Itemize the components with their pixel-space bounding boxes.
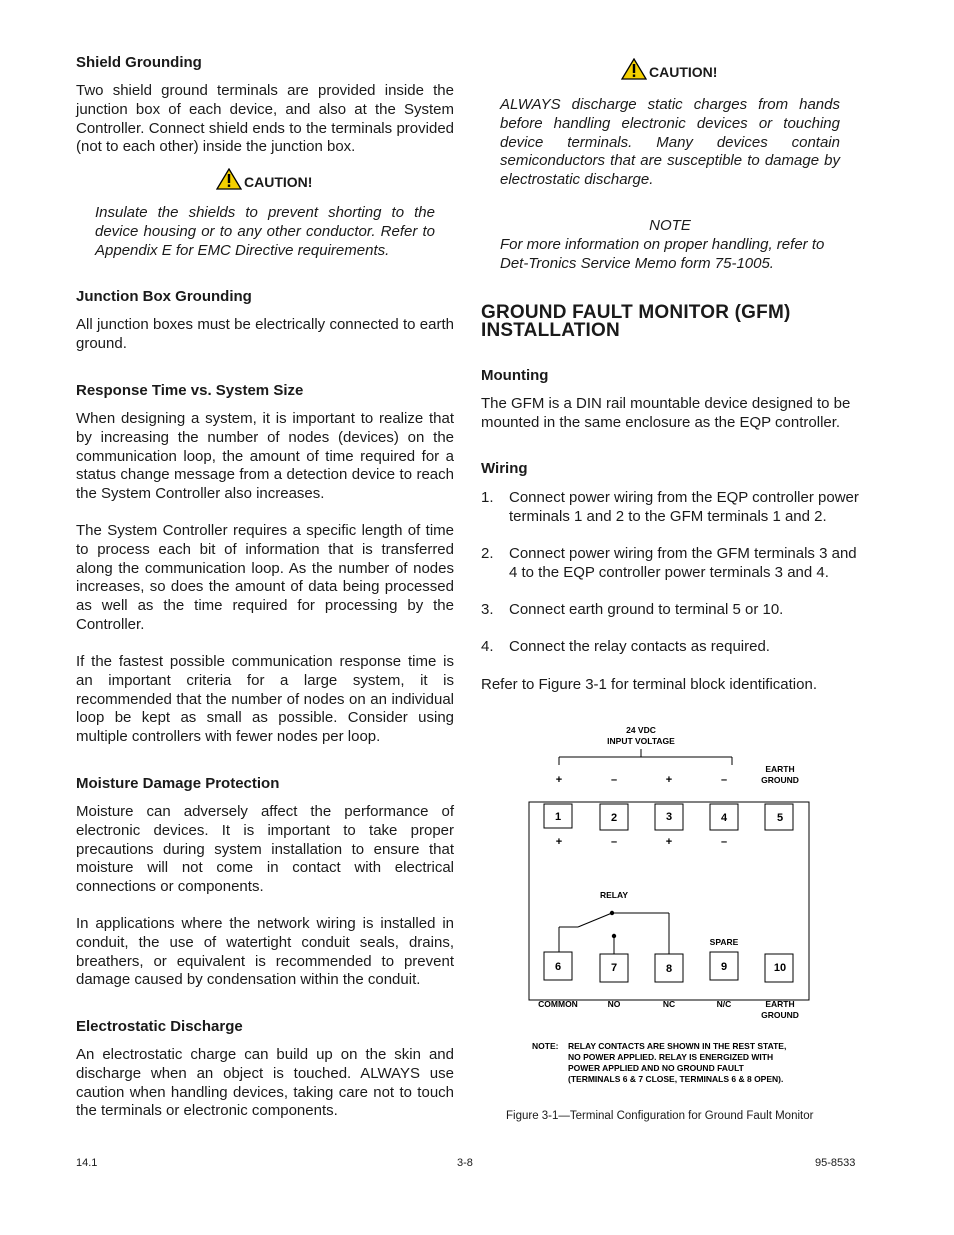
sign-minus: – — [720, 774, 728, 786]
terminal-number: 1 — [554, 811, 562, 823]
esd-heading: Electrostatic Discharge — [76, 1018, 243, 1035]
response-time-p2: The System Controller requires a specific length of time to process each bit of information that is transferred along the communication loop. As the number of nodes increases, so does the amount of data being processed as well as the time required for processing by the Controller. — [76, 522, 454, 633]
label-n-c: N/C — [716, 999, 732, 1009]
junction-box-body: All junction boxes must be electrically connected to earth ground. — [76, 316, 454, 352]
caution-label: CAUTION! — [244, 174, 313, 190]
relay-contact — [612, 934, 616, 938]
moisture-p1: Moisture can adversely affect the performance of electronic devices. It is important to take proper precautions during system installation to ensure that moisture will not come in contact with electrical connections or components. — [76, 803, 454, 896]
label-common: COMMON — [538, 999, 578, 1009]
relay-label: RELAY — [599, 890, 629, 900]
mounting-heading: Mounting — [481, 367, 549, 384]
terminal-number: 3 — [665, 811, 673, 823]
junction-box-heading: Junction Box Grounding — [76, 288, 252, 305]
moisture-p2: In applications where the network wiring is installed in conduit, the use of watertight conduit seals, drains, breathers, or equivalent is recommended to prevent damage caused by condensation within the conduit. — [76, 915, 454, 989]
step-number: 2. — [481, 545, 494, 562]
sign-plus: + — [555, 836, 563, 848]
label-earth-line2: GROUND — [761, 1010, 799, 1020]
input-voltage-line2: INPUT VOLTAGE — [607, 736, 675, 746]
figure-note-line: NO POWER APPLIED. RELAY IS ENERGIZED WITH — [568, 1052, 774, 1062]
earth-ground-line1: EARTH — [765, 764, 795, 774]
moisture-heading: Moisture Damage Protection — [76, 775, 280, 792]
shield-caution-text: Insulate the shields to prevent shorting to the device housing or to any other conductor. Refer to Appendix E for EMC Directive requirements. — [95, 204, 435, 259]
label-nc: NC — [662, 999, 676, 1009]
terminal-diagram — [520, 720, 820, 1090]
note-text: For more information on proper handling, refer to Det-Tronics Service Memo form 75-1005. — [500, 236, 825, 272]
terminal-number: 2 — [610, 812, 618, 824]
step-number: 3. — [481, 601, 494, 618]
warning-icon — [621, 58, 647, 80]
relay-wiring — [559, 913, 669, 954]
gfm-heading-line2: INSTALLATION — [481, 320, 620, 341]
footer-form-number: 95-8533 — [815, 1157, 856, 1169]
mounting-body: The GFM is a DIN rail mountable device designed to be mounted in the same enclosure as the EQP controller. — [481, 395, 851, 431]
label-earth-line1: EARTH — [765, 999, 795, 1009]
label-no: NO — [607, 999, 621, 1009]
relay-contact — [610, 911, 614, 915]
gfm-heading-line1: GROUND FAULT MONITOR (GFM) — [481, 302, 791, 323]
esd-caution-text: ALWAYS discharge static charges from hands before handling electronic devices or touching device terminals. Many devices contain semiconductors that are susceptible to damage by electrostatic discharge. — [500, 96, 840, 189]
figure-note-line: POWER APPLIED AND NO GROUND FAULT — [568, 1063, 744, 1073]
figure-note-label: NOTE: — [532, 1041, 559, 1051]
terminal-number: 10 — [773, 962, 787, 974]
terminal-number: 7 — [610, 962, 618, 974]
figure-note-line: (TERMINALS 6 & 7 CLOSE, TERMINALS 6 & 8 OPEN). — [568, 1074, 784, 1084]
step-text: Connect power wiring from the GFM terminals 3 and 4 to the EQP controller power terminals 3 and 4. — [509, 545, 857, 581]
shield-caution — [216, 168, 312, 190]
refer-text: Refer to Figure 3-1 for terminal block identification. — [481, 676, 817, 693]
figure-caption: Figure 3-1—Terminal Configuration for Ground Fault Monitor — [506, 1110, 814, 1122]
response-time-heading: Response Time vs. System Size — [76, 382, 304, 399]
sign-minus: – — [610, 774, 618, 786]
terminal-number: 9 — [720, 961, 728, 973]
step-number: 4. — [481, 638, 494, 655]
shield-grounding-body: Two shield ground terminals are provided inside the junction box of each device, and also at the System Controller. Connect shield ends to the terminals provided (not to each other) inside the junction box. — [76, 82, 454, 156]
caution-label: CAUTION! — [649, 64, 718, 80]
step-text: Connect earth ground to terminal 5 or 10. — [509, 601, 784, 618]
sign-minus: – — [720, 836, 728, 848]
response-time-p3: If the fastest possible communication response time is an important criteria for a large system, it is recommended that the number of nodes on an individual loop be kept as small as possible. Consider using multiple controllers with fewer nodes per loop. — [76, 653, 454, 746]
input-bracket — [559, 749, 732, 765]
spare-label: SPARE — [709, 937, 739, 947]
response-time-p1: When designing a system, it is important to realize that by increasing the number of nodes (devices) on the communication loop, the amount of time required for a status change message from a detection device to reach the System Controller also increases. — [76, 410, 454, 503]
esd-body: An electrostatic charge can build up on the skin and discharge when an object is touched. ALWAYS use caution when handling devices, taking care not to touch the terminals or electronic components. — [76, 1046, 454, 1120]
wiring-heading: Wiring — [481, 460, 528, 477]
terminal-number: 8 — [665, 963, 673, 975]
esd-caution — [621, 58, 717, 80]
sign-minus: – — [610, 836, 618, 848]
step-number: 1. — [481, 489, 494, 506]
shield-grounding-heading: Shield Grounding — [76, 54, 202, 71]
input-voltage-line1: 24 VDC — [626, 725, 656, 735]
footer-page-number: 3-8 — [457, 1157, 473, 1169]
terminal-number: 5 — [776, 812, 784, 824]
step-text: Connect power wiring from the EQP controller power terminals 1 and 2 to the GFM terminals 1 and 2. — [509, 489, 859, 525]
sign-plus: + — [665, 774, 673, 786]
terminal-number: 4 — [720, 812, 728, 824]
figure-note-line: RELAY CONTACTS ARE SHOWN IN THE REST STATE, — [568, 1041, 787, 1051]
footer-revision: 14.1 — [76, 1157, 98, 1169]
sign-plus: + — [555, 774, 563, 786]
step-text: Connect the relay contacts as required. — [509, 638, 770, 655]
terminal-number: 6 — [554, 961, 562, 973]
note-label: NOTE — [649, 217, 691, 234]
warning-icon — [216, 168, 242, 190]
sign-plus: + — [665, 836, 673, 848]
earth-ground-line2: GROUND — [761, 775, 799, 785]
